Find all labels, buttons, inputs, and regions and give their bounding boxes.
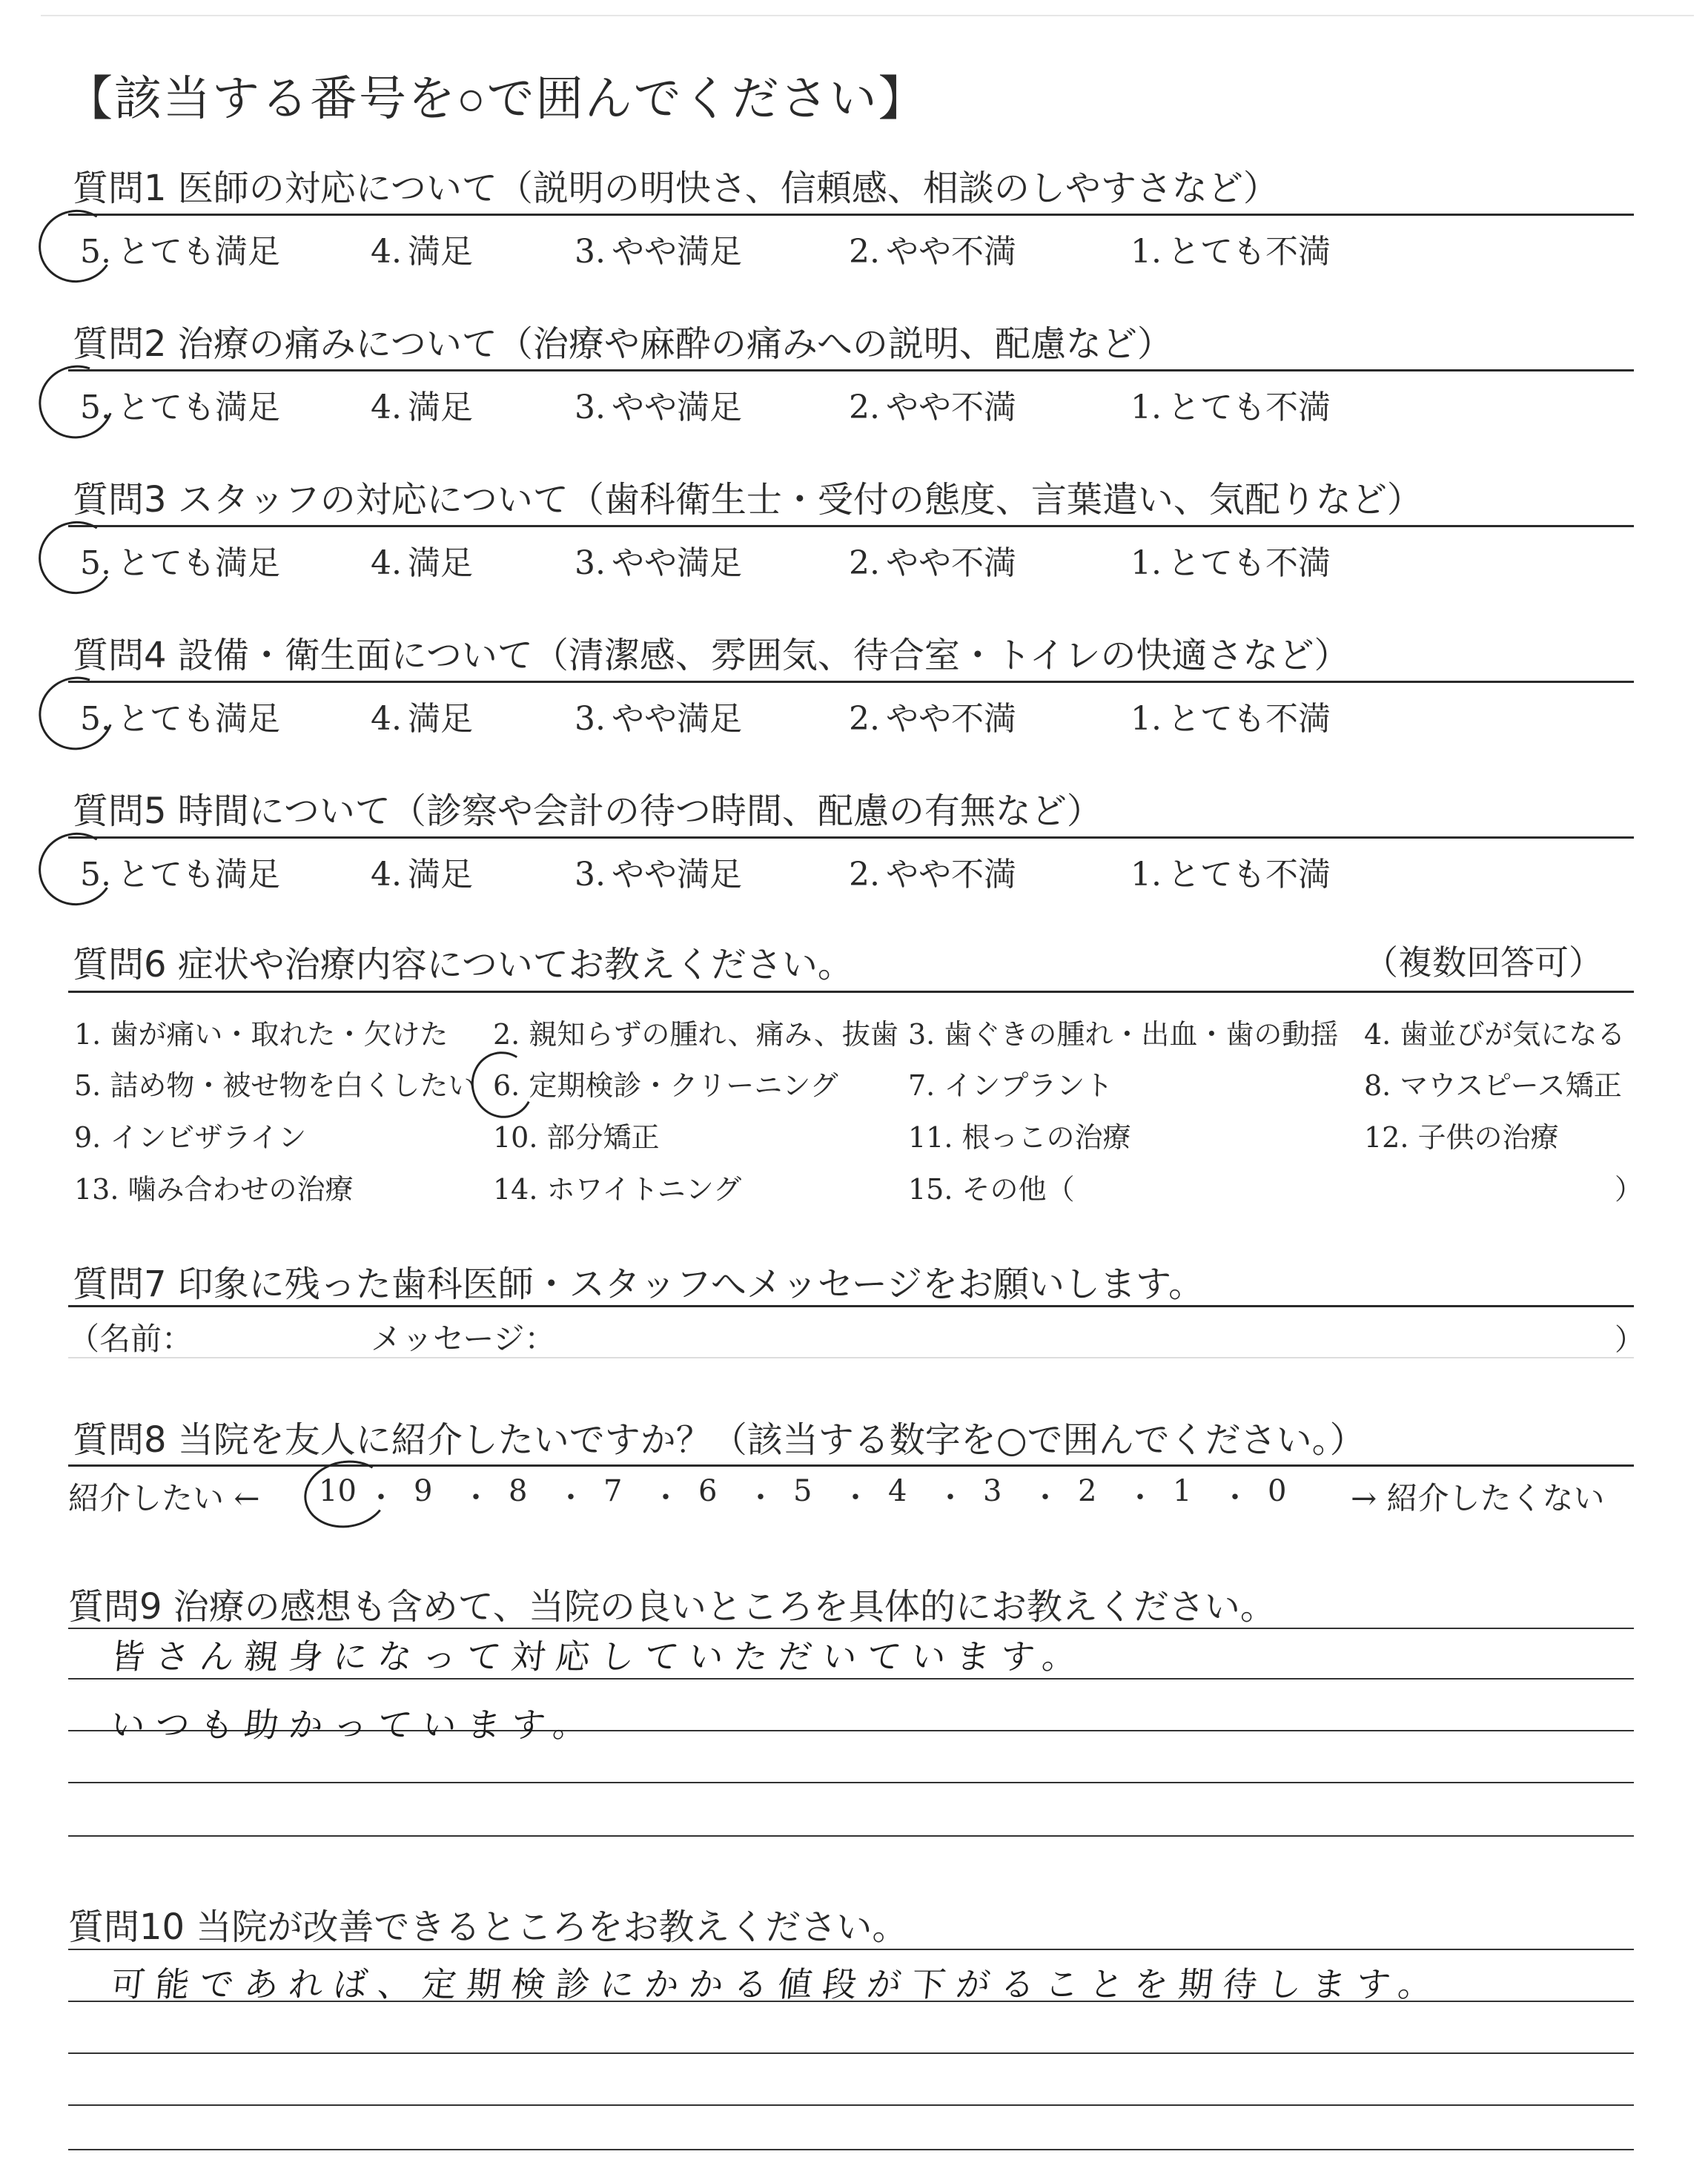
option-label: やや満足 xyxy=(611,389,742,426)
q6-option-11[interactable]: 11. 根っこの治療 xyxy=(908,1121,1131,1154)
option-number: 3. xyxy=(575,233,606,271)
q3-selection-circle xyxy=(32,514,121,601)
scale-value-9[interactable]: 9 xyxy=(414,1474,433,1508)
scale-value-6[interactable]: 6 xyxy=(698,1474,718,1508)
q10-answer-1: 可能であれば、定期検診にかかる値段が下がることを期待します。 xyxy=(108,1964,1445,2004)
option-number: 2. xyxy=(849,700,880,738)
option-label: 満足 xyxy=(407,544,473,582)
option-number: 2. xyxy=(849,233,880,271)
q5-option-4[interactable] xyxy=(371,848,473,895)
option-number: 2. xyxy=(849,544,880,582)
q6-option-1[interactable]: 1. 歯が痛い・取れた・欠けた xyxy=(74,1018,448,1051)
option-number: 2. xyxy=(849,389,880,426)
q1-title: 質問1 医師の対応について（説明の明快さ、信頼感、相談のしやすさなど） xyxy=(73,168,1279,209)
option-label: やや満足 xyxy=(611,856,742,894)
q9-line-1 xyxy=(68,1628,1634,1629)
q10-title: 質問10 当院が改善できるところをお教えください。 xyxy=(68,1906,908,1948)
q10-line-3 xyxy=(68,2052,1634,2054)
option-label: とても不満 xyxy=(1167,856,1331,894)
scale-value-2[interactable]: 2 xyxy=(1078,1474,1097,1508)
scale-separator: ・ xyxy=(461,1481,491,1515)
q3-title: 質問3 スタッフの対応について（歯科衛生士・受付の態度、言葉遣い、気配りなど） xyxy=(73,479,1423,521)
option-label: とても不満 xyxy=(1167,389,1331,426)
scale-value-5[interactable]: 5 xyxy=(793,1474,812,1508)
q7-name-label: （名前： xyxy=(68,1321,193,1357)
q6-note: （複数回答可） xyxy=(1364,942,1603,982)
option-label: とても満足 xyxy=(116,389,280,426)
q10-line-5 xyxy=(68,2149,1634,2150)
option-label: やや満足 xyxy=(611,233,742,271)
q4-option-1[interactable] xyxy=(1131,692,1331,739)
q5-title: 質問5 時間について（診察や会計の待つ時間、配慮の有無など） xyxy=(73,790,1102,832)
q4-option-2[interactable] xyxy=(849,692,1016,739)
q7-message-label: メッセージ： xyxy=(371,1321,556,1357)
q7-close-paren: ） xyxy=(1615,1323,1644,1357)
q10-line-4 xyxy=(68,2104,1634,2106)
option-label: とても満足 xyxy=(116,700,280,738)
q7-title: 質問7 印象に残った歯科医師・スタッフへメッセージをお願いします。 xyxy=(73,1264,1205,1305)
option-number: 5. xyxy=(80,233,111,271)
q5-option-1[interactable] xyxy=(1131,848,1331,895)
q5-selection-circle xyxy=(32,825,121,912)
q1-option-2[interactable] xyxy=(849,225,1016,272)
option-label: とても不満 xyxy=(1167,544,1331,582)
scale-separator: ・ xyxy=(651,1481,681,1515)
option-label: とても不満 xyxy=(1167,700,1331,738)
q8-title: 質問8 当院を友人に紹介したいですか？（該当する数字を○で囲んでください。） xyxy=(73,1419,1366,1461)
q6-option-5[interactable]: 5. 詰め物・被せ物を白くしたい xyxy=(74,1069,477,1102)
option-label: とても満足 xyxy=(116,856,280,894)
option-number: 2. xyxy=(849,856,880,894)
q4-rule xyxy=(68,681,1634,683)
q4-title: 質問4 設備・衛生面について（清潔感、雰囲気、待合室・トイレの快適さなど） xyxy=(73,635,1350,676)
scale-value-10[interactable]: 10 xyxy=(319,1474,357,1508)
q2-option-2[interactable] xyxy=(849,380,1016,428)
option-number: 1. xyxy=(1131,544,1162,582)
q2-rule xyxy=(68,369,1634,371)
option-label: 満足 xyxy=(407,856,473,894)
q1-rule xyxy=(68,214,1634,216)
scale-value-8[interactable]: 8 xyxy=(509,1474,528,1508)
q6-option-7[interactable]: 7. インプラント xyxy=(908,1069,1113,1102)
option-number: 5. xyxy=(80,544,111,582)
q6-option-2[interactable]: 2. 親知らずの腫れ、痛み、抜歯 xyxy=(493,1018,898,1051)
option-label: とても満足 xyxy=(116,544,280,582)
q4-option-3[interactable] xyxy=(575,692,742,739)
option-number: 1. xyxy=(1131,233,1162,271)
option-number: 5. xyxy=(80,856,111,894)
option-label: 満足 xyxy=(407,233,473,271)
option-number: 1. xyxy=(1131,700,1162,738)
option-label: やや満足 xyxy=(611,700,742,738)
q6-option-14[interactable]: 14. ホワイトニング xyxy=(493,1173,742,1206)
q6-option-4[interactable]: 4. 歯並びが気になる xyxy=(1364,1018,1626,1051)
q3-option-1[interactable] xyxy=(1131,536,1331,584)
q3-option-2[interactable] xyxy=(849,536,1016,584)
q6-title: 質問6 症状や治療内容についてお教えください。 xyxy=(73,944,853,985)
option-number: 3. xyxy=(575,856,606,894)
q6-option-13[interactable]: 13. 噛み合わせの治療 xyxy=(74,1173,354,1206)
q7-rule xyxy=(68,1305,1634,1307)
q9-answer-1: 皆さん親身になって対応していただいています。 xyxy=(108,1636,1089,1677)
q2-title: 質問2 治療の痛みについて（治療や麻酔の痛みへの説明、配慮など） xyxy=(73,323,1173,365)
option-label: やや不満 xyxy=(885,856,1016,894)
q1-option-4[interactable] xyxy=(371,225,473,272)
scale-value-0[interactable]: 0 xyxy=(1268,1474,1287,1508)
q6-option-10[interactable]: 10. 部分矯正 xyxy=(493,1121,660,1154)
option-number: 4. xyxy=(371,856,402,894)
q2-option-3[interactable] xyxy=(575,380,742,428)
scale-separator: ・ xyxy=(841,1481,870,1515)
option-label: やや不満 xyxy=(885,389,1016,426)
q4-option-4[interactable] xyxy=(371,692,473,739)
q1-option-1[interactable] xyxy=(1131,225,1331,272)
q3-option-3[interactable] xyxy=(575,536,742,584)
q6-rule xyxy=(68,991,1634,993)
q6-option-16: ） xyxy=(1615,1173,1644,1206)
option-number: 4. xyxy=(371,700,402,738)
q5-option-3[interactable] xyxy=(575,848,742,895)
scale-value-4[interactable]: 4 xyxy=(888,1474,907,1508)
option-number: 1. xyxy=(1131,856,1162,894)
option-label: 満足 xyxy=(407,389,473,426)
q5-option-2[interactable] xyxy=(849,848,1016,895)
option-label: とても不満 xyxy=(1167,233,1331,271)
q6-option-8[interactable]: 8. マウスピース矯正 xyxy=(1364,1069,1622,1102)
q8-right-label: → 紹介したくない xyxy=(1351,1480,1605,1516)
scale-separator: ・ xyxy=(1220,1481,1250,1515)
q2-option-4[interactable] xyxy=(371,380,473,428)
q6-option-15[interactable]: 15. その他（ xyxy=(908,1173,1075,1206)
scale-separator: ・ xyxy=(746,1481,775,1515)
q9-line-4 xyxy=(68,1782,1634,1783)
q6-selection-circle xyxy=(464,1045,541,1126)
q8-rule xyxy=(68,1464,1634,1467)
q10-line-1 xyxy=(68,1949,1634,1950)
option-number: 4. xyxy=(371,544,402,582)
q6-option-12[interactable]: 12. 子供の治療 xyxy=(1364,1121,1559,1154)
scale-value-3[interactable]: 3 xyxy=(983,1474,1002,1508)
q6-option-6[interactable]: 6. 定期検診・クリーニング xyxy=(493,1069,838,1102)
option-label: やや満足 xyxy=(611,544,742,582)
option-number: 1. xyxy=(1131,389,1162,426)
q3-rule xyxy=(68,525,1634,527)
option-label: 満足 xyxy=(407,700,473,738)
option-label: とても満足 xyxy=(116,233,280,271)
option-number: 4. xyxy=(371,389,402,426)
option-label: やや不満 xyxy=(885,233,1016,271)
q6-option-3[interactable]: 3. 歯ぐきの腫れ・出血・歯の動揺 xyxy=(908,1018,1339,1051)
q9-line-5 xyxy=(68,1835,1634,1837)
q7-answer-line xyxy=(68,1357,1634,1358)
q1-option-3[interactable] xyxy=(575,225,742,272)
q2-selection-circle xyxy=(27,353,126,451)
q4-selection-circle xyxy=(27,664,126,762)
scale-separator: ・ xyxy=(936,1481,965,1515)
option-label: やや不満 xyxy=(885,544,1016,582)
scale-separator: ・ xyxy=(556,1481,586,1515)
q9-answer-2: いつも助かっています。 xyxy=(108,1705,600,1745)
page-top-edge xyxy=(41,15,1694,16)
option-number: 3. xyxy=(575,700,606,738)
q5-rule xyxy=(68,836,1634,839)
scale-value-7[interactable]: 7 xyxy=(603,1474,623,1508)
form-header: 【該当する番号を○で囲んでください】 xyxy=(65,72,927,127)
scale-value-1[interactable]: 1 xyxy=(1173,1474,1192,1508)
scale-separator: ・ xyxy=(1125,1481,1155,1515)
scale-separator: ・ xyxy=(366,1481,396,1515)
option-number: 3. xyxy=(575,544,606,582)
option-number: 3. xyxy=(575,389,606,426)
q2-option-1[interactable] xyxy=(1131,380,1331,428)
q6-option-9[interactable]: 9. インビザライン xyxy=(74,1121,307,1154)
q8-left-label: 紹介したい ← xyxy=(68,1480,260,1516)
option-label: やや不満 xyxy=(885,700,1016,738)
option-number: 5. xyxy=(80,700,111,738)
option-number: 5. xyxy=(80,389,111,426)
scale-separator: ・ xyxy=(1030,1481,1060,1515)
q3-option-4[interactable] xyxy=(371,536,473,584)
q1-selection-circle xyxy=(32,202,121,289)
option-number: 4. xyxy=(371,233,402,271)
q9-title: 質問9 治療の感想も含めて、当院の良いところを具体的にお教えください。 xyxy=(68,1586,1276,1628)
